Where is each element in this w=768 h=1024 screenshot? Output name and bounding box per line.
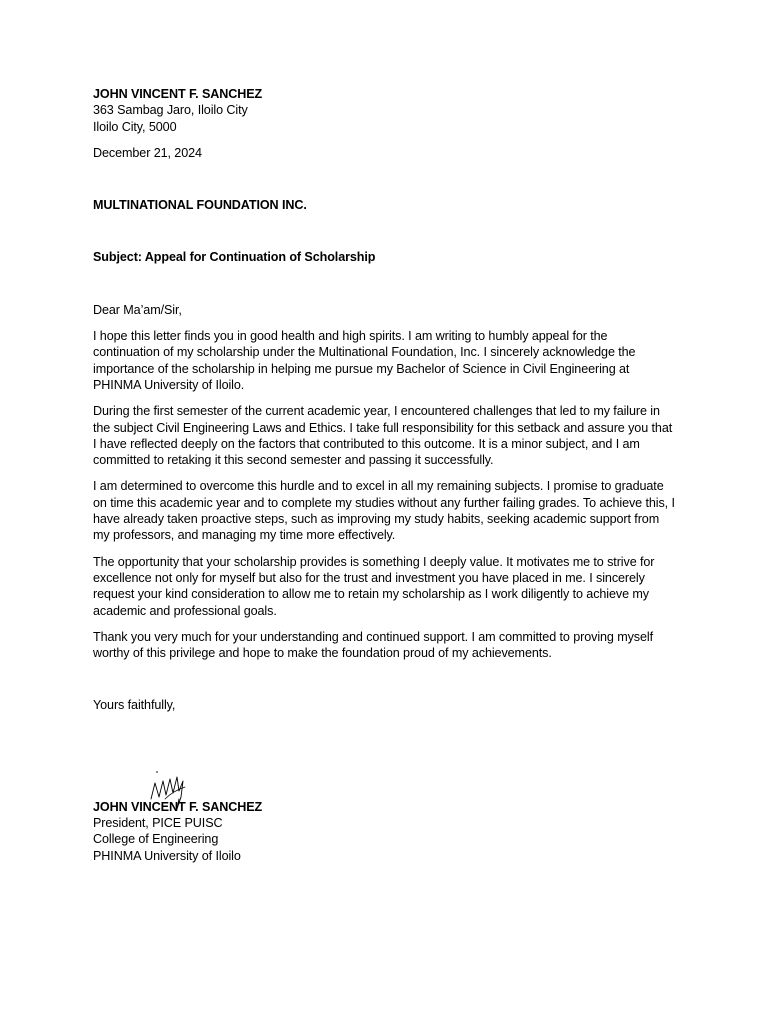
salutation: Dear Ma’am/Sir, xyxy=(93,302,182,317)
body-paragraph-3: I am determined to overcome this hurdle and to excel in all my remaining subjects. I promise to graduate on time this academic year and to complete my studies without any further failing grades. To achieve this, I have already taken proactive steps, such as improving my study habits, seeking academic support from my professors, and managing my time more effectively. xyxy=(93,479,675,543)
signature-block xyxy=(93,799,675,864)
body-paragraph-2: During the first semester of the current academic year, I encountered challenges that led to my failure in the subject Civil Engineering Laws and Ethics. I take full responsibility for this setback and assure you that I have reflected deeply on the factors that contributed to this outcome. It is a minor subject, and I am committed to retaking it this second semester and passing it successfully. xyxy=(93,404,673,468)
body-paragraph-5: Thank you very much for your understanding and continued support. I am committed to proving myself worthy of this privilege and hope to make the foundation proud of my achievements. xyxy=(93,629,654,661)
closing: Yours faithfully, xyxy=(93,698,176,713)
body-paragraph-4: The opportunity that your scholarship provides is something I deeply value. It motivates me to strive for excellence not only for myself but also for the trust and investment you have placed in me. I sincerely request your kind consideration to allow me to retain my scholarship as I work diligently to achieve my academic and professional goals. xyxy=(93,554,655,618)
sender-address-line1: 363 Sambag Jaro, Iloilo City xyxy=(93,103,248,118)
signatory-title-line3: PHINMA University of Iloilo xyxy=(93,848,241,863)
signatory-title-line2: College of Engineering xyxy=(93,832,219,847)
signatory-name: JOHN VINCENT F. SANCHEZ xyxy=(93,799,263,814)
sender-name: JOHN VINCENT F. SANCHEZ xyxy=(93,87,263,101)
signatory-title-line1: President, PICE PUISC xyxy=(93,816,223,831)
letter-page xyxy=(93,86,675,864)
sender-address-line2: Iloilo City, 5000 xyxy=(93,119,177,134)
letter-subject: Subject: Appeal for Continuation of Scholarship xyxy=(93,250,376,265)
letter-date: December 21, 2024 xyxy=(93,145,202,160)
recipient-organization: MULTINATIONAL FOUNDATION INC. xyxy=(93,198,307,213)
body-paragraph-1: I hope this letter finds you in good health and high spirits. I am writing to humbly appeal for the continuation of my scholarship under the Multinational Foundation, Inc. I sincerely acknowledge the importance of the scholarship in helping me pursue my Bachelor of Science in Civil Engineering at PHINMA University of Iloilo. xyxy=(93,329,636,392)
sender-block xyxy=(93,86,675,135)
